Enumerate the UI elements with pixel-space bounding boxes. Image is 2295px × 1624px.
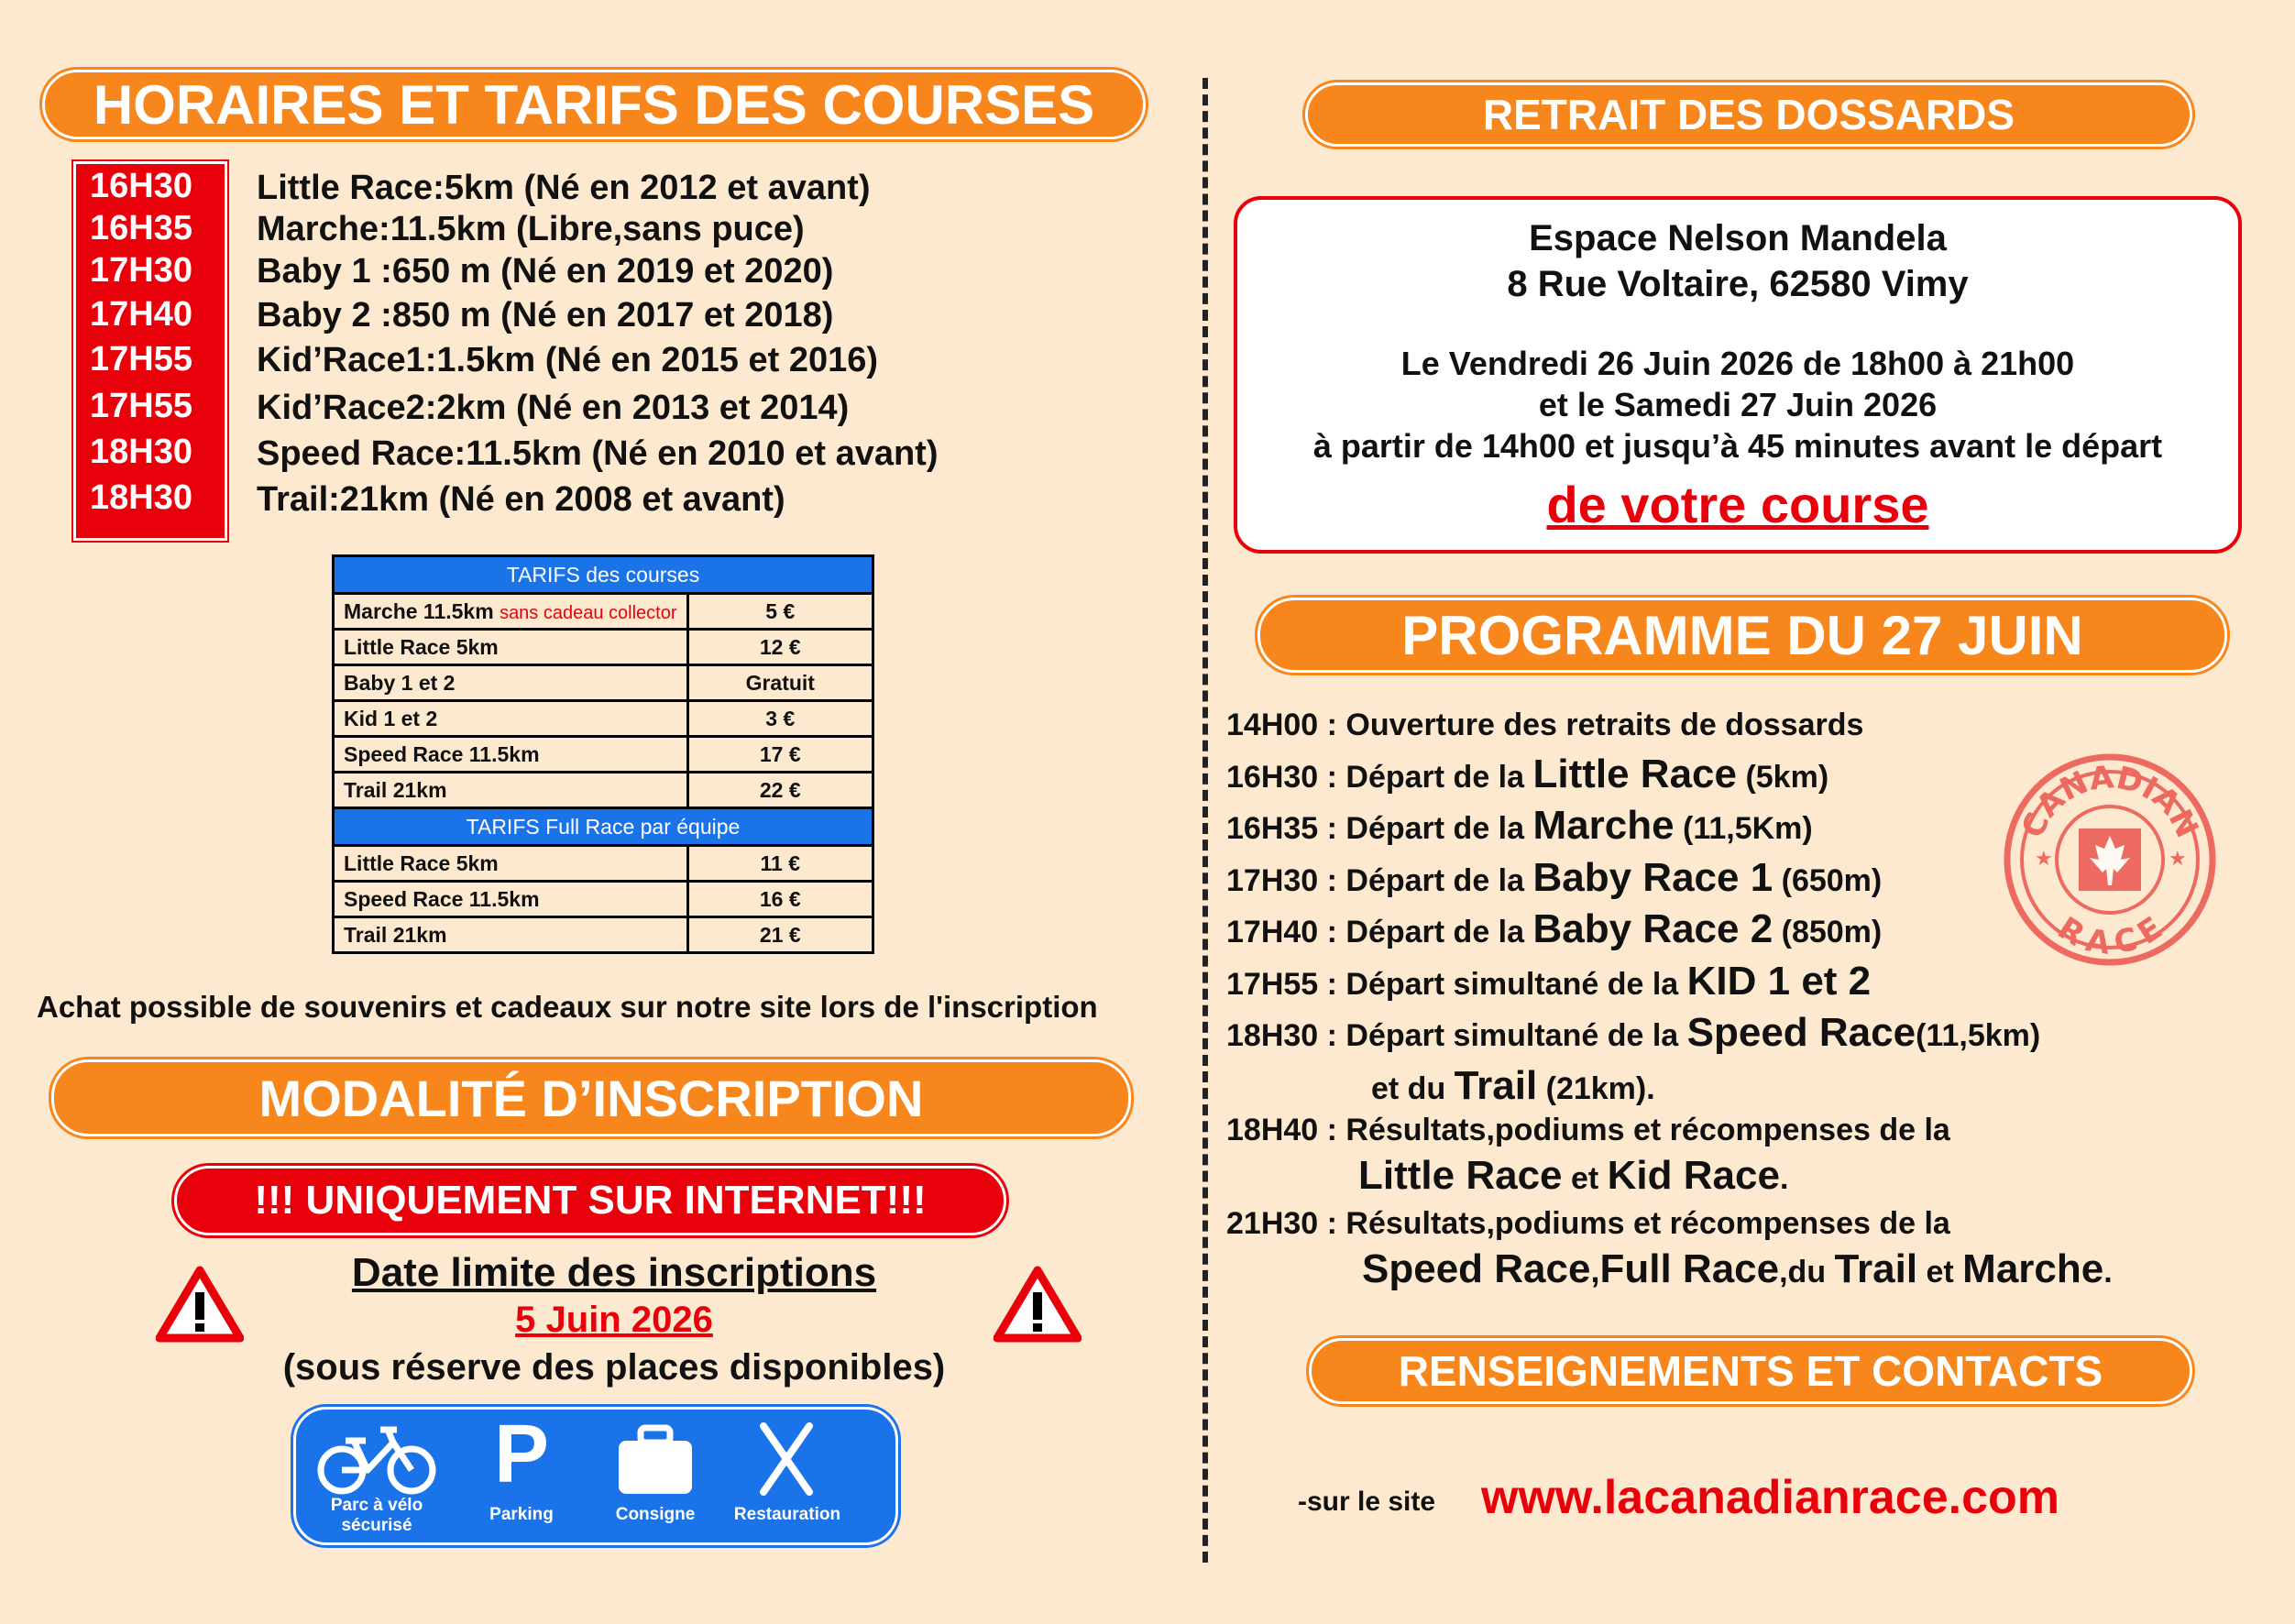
programme-line: Speed Race,Full Race,du Trail et Marche.	[1362, 1246, 2113, 1291]
programme-line: 18H40 : Résultats,podiums et récompenses de la	[1226, 1113, 1950, 1147]
programme-line: et du Trail (21km).	[1371, 1063, 1655, 1108]
luggage-icon	[617, 1424, 694, 1496]
schedule-time: 17H55	[90, 387, 192, 425]
programme-line: 17H30 : Départ de la Baby Race 1 (650m)	[1226, 855, 1883, 900]
canadian-race-stamp-icon	[2002, 752, 2218, 968]
schedule-desc: Little Race:5km (Né en 2012 et avant)	[257, 169, 871, 207]
schedule-desc: Trail:21km (Né en 2008 et avant)	[257, 480, 785, 519]
tarif-note: sans cadeau collector	[500, 602, 677, 623]
retrait-title: RETRAIT DES DOSSARDS	[1305, 82, 2192, 147]
table-row	[334, 737, 873, 773]
tarif-price: 22 €	[687, 773, 873, 808]
tarifs-header: TARIFS Full Race par équipe	[334, 808, 873, 846]
service-label: Consigne	[615, 1505, 696, 1524]
tarif-label: Kid 1 et 2	[334, 701, 688, 737]
schedule-time: 16H35	[90, 209, 192, 247]
schedule-desc: Marche:11.5km (Libre,sans puce)	[257, 210, 805, 248]
schedule-time: 18H30	[90, 478, 192, 517]
modalite-title: MODALITÉ D’INSCRIPTION	[51, 1059, 1131, 1136]
programme-line: 18H30 : Départ simultané de la Speed Race(11,5km)	[1226, 1010, 2041, 1055]
table-row	[334, 701, 873, 737]
programme-line: 17H55 : Départ simultané de la KID 1 et 2	[1226, 959, 1872, 1004]
tarif-label: Little Race 5km	[334, 846, 688, 882]
programme-line: 21H30 : Résultats,podiums et récompenses de la	[1226, 1206, 1950, 1241]
date-limite-label: Date limite des inscriptions	[351, 1250, 877, 1295]
svg-text:★: ★	[2035, 848, 2053, 871]
tarif-label: Trail 21km	[334, 917, 688, 953]
retrait-date-3: à partir de 14h00 et jusqu’à 45 minutes avant le départ	[1312, 427, 2163, 465]
table-row	[334, 773, 873, 808]
warning-icon	[994, 1265, 1082, 1344]
souvenirs-note: Achat possible de souvenirs et cadeaux sur notre site lors de l'inscription	[37, 990, 1098, 1024]
tarif-price: 3 €	[687, 701, 873, 737]
retrait-date-1: Le Vendredi 26 Juin 2026 de 18h00 à 21h00	[1400, 345, 2075, 382]
schedule-desc: Kid’Race2:2km (Né en 2013 et 2014)	[257, 389, 850, 427]
tarif-price: 12 €	[687, 630, 873, 665]
tarif-label: Little Race 5km	[334, 630, 688, 665]
svg-text:RACE: RACE	[2050, 909, 2169, 962]
tarif-price: 11 €	[687, 846, 873, 882]
table-row	[334, 594, 873, 630]
internet-banner: !!! UNIQUEMENT SUR INTERNET!!!	[174, 1166, 1006, 1235]
programme-line: 14H00 : Ouverture des retraits de dossards	[1226, 708, 1864, 742]
column-divider	[1202, 78, 1208, 1563]
schedule-desc: Kid’Race1:1.5km (Né en 2015 et 2016)	[257, 341, 879, 379]
svg-text:CANADIAN: CANADIAN	[2014, 759, 2206, 844]
schedule-time: 16H30	[90, 167, 192, 205]
table-row	[334, 665, 873, 701]
website-link[interactable]: www.lacanadianrace.com	[1481, 1471, 2060, 1524]
retrait-date-4: de votre course	[1546, 476, 1929, 533]
services-bar	[293, 1407, 898, 1545]
service-label: Restauration	[733, 1505, 841, 1524]
lieu-name: Espace Nelson Mandela	[1529, 218, 1947, 258]
schedule-desc: Speed Race:11.5km (Né en 2010 et avant)	[257, 434, 939, 473]
svg-text:★: ★	[2169, 848, 2187, 871]
schedule-desc: Baby 1 :650 m (Né en 2019 et 2020)	[257, 252, 834, 291]
schedule-time: 17H40	[90, 295, 192, 334]
site-prefix: -sur le site	[1298, 1487, 1436, 1517]
tarifs-table	[332, 554, 874, 954]
tarif-price: 16 €	[687, 882, 873, 917]
schedule-time: 18H30	[90, 433, 192, 471]
tarif-label: Speed Race 11.5km	[334, 737, 688, 773]
bike-icon	[314, 1422, 439, 1496]
programme-line: 16H30 : Départ de la Little Race (5km)	[1226, 752, 1829, 796]
table-row	[334, 630, 873, 665]
tarifs-header: TARIFS des courses	[334, 556, 873, 594]
schedule-time: 17H55	[90, 340, 192, 379]
lieu-address: 8 Rue Voltaire, 62580 Vimy	[1507, 264, 1969, 304]
programme-line: 16H35 : Départ de la Marche (11,5Km)	[1226, 803, 1813, 848]
reserve-note: (sous réserve des places disponibles)	[282, 1347, 946, 1388]
tarif-label: Marche 11.5km sans cadeau collector	[334, 594, 688, 630]
schedule-desc: Baby 2 :850 m (Né en 2017 et 2018)	[257, 296, 834, 335]
service-label: Parking	[489, 1505, 554, 1524]
tarif-label: Trail 21km	[334, 773, 688, 808]
tarif-price: 21 €	[687, 917, 873, 953]
tarif-label: Speed Race 11.5km	[334, 882, 688, 917]
date-limite-value: 5 Juin 2026	[515, 1300, 713, 1340]
programme-line: Little Race et Kid Race.	[1358, 1153, 1789, 1198]
restaurant-icon	[756, 1421, 817, 1496]
tarif-price: 5 €	[687, 594, 873, 630]
warning-icon	[156, 1265, 244, 1344]
service-label: Parc à vélo sécurisé	[330, 1496, 423, 1535]
schedule-time: 17H30	[90, 251, 192, 290]
tarif-price: Gratuit	[687, 665, 873, 701]
contacts-title: RENSEIGNEMENTS ET CONTACTS	[1309, 1338, 2192, 1404]
tarif-price: 17 €	[687, 737, 873, 773]
schedule-title: HORAIRES ET TARIFS DES COURSES	[42, 70, 1146, 139]
table-row	[334, 917, 873, 953]
retrait-info-box	[1234, 196, 2242, 554]
programme-title: PROGRAMME DU 27 JUIN	[1257, 598, 2227, 673]
tarif-label: Baby 1 et 2	[334, 665, 688, 701]
retrait-date-2: et le Samedi 27 Juin 2026	[1538, 386, 1938, 423]
table-row	[334, 846, 873, 882]
table-row	[334, 882, 873, 917]
programme-line: 17H40 : Départ de la Baby Race 2 (850m)	[1226, 906, 1883, 951]
parking-icon: P	[494, 1409, 550, 1500]
